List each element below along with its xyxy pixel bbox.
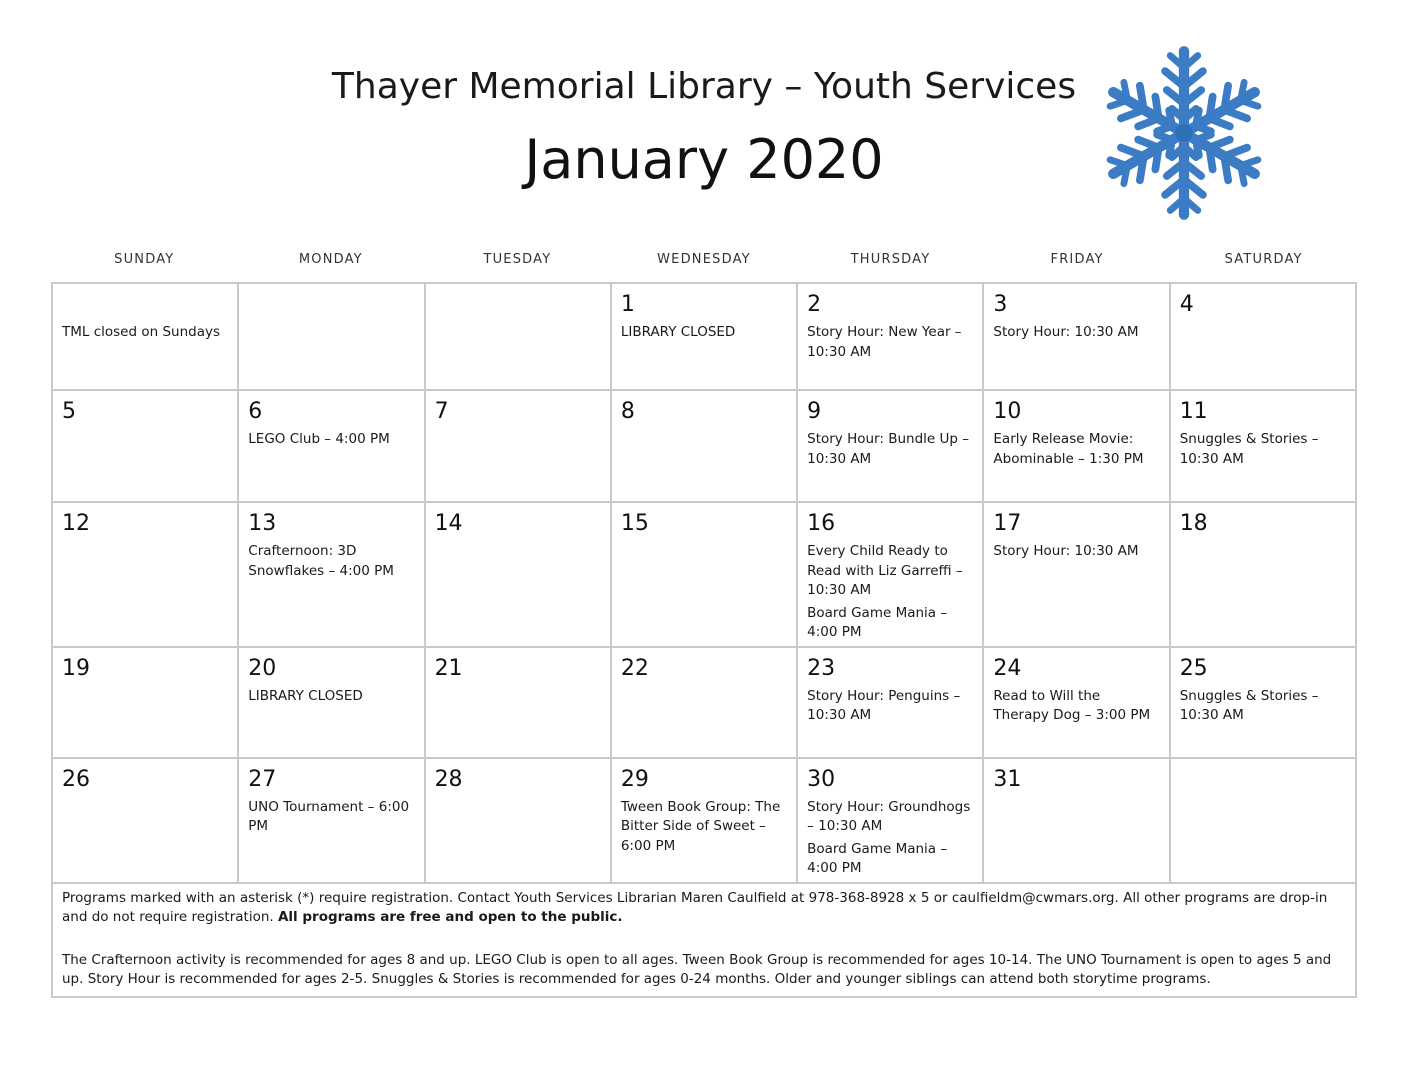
weekday-tuesday: TUESDAY [483, 252, 552, 267]
day-number [1171, 759, 1355, 798]
calendar-day-cell [238, 502, 424, 647]
event-entry: LIBRARY CLOSED [248, 687, 363, 704]
weekday-sunday: SUNDAY [114, 252, 175, 267]
weekday-friday: FRIDAY [1050, 252, 1104, 267]
event-entry: Board Game Mania – 4:00 PM [807, 840, 948, 876]
snowflake-icon [1098, 38, 1270, 228]
weekday-header-row [51, 252, 1357, 272]
event-entry: Story Hour: 10:30 AM [993, 324, 1139, 340]
calendar-week-row [52, 283, 1356, 390]
event-entry: Snuggles & Stories – 10:30 AM [1179, 431, 1319, 467]
calendar-day-cell [52, 390, 238, 502]
calendar-day-cell [1170, 283, 1356, 390]
month-title: January 2020 [524, 128, 884, 191]
calendar-day-cell [797, 758, 983, 883]
library-title: Thayer Memorial Library – Youth Services [331, 66, 1077, 107]
calendar-day-cell [425, 758, 611, 883]
event-entry: Story Hour: New Year – 10:30 AM [807, 324, 962, 360]
calendar-day-cell [611, 502, 797, 647]
calendar-day-cell [52, 758, 238, 883]
event-entry: TML closed on Sundays [62, 324, 220, 340]
calendar-day-cell [1170, 502, 1356, 647]
calendar-day-cell [797, 390, 983, 502]
event-entry: Read to Will the Therapy Dog – 3:00 PM [993, 687, 1151, 723]
day-number: 7 [434, 399, 449, 424]
day-number: 4 [1179, 292, 1194, 317]
calendar-day-cell [425, 283, 611, 390]
calendar-day-cell [983, 758, 1169, 883]
day-number: 29 [620, 766, 649, 792]
day-number: 11 [1179, 399, 1208, 424]
calendar-day-cell [425, 502, 611, 647]
day-number: 25 [1179, 655, 1208, 681]
day-number: 10 [993, 399, 1022, 424]
day-number: 9 [807, 399, 822, 424]
calendar-day-cell [611, 758, 797, 883]
calendar-week-row [52, 647, 1356, 758]
calendar-day-cell [238, 758, 424, 883]
day-number: 17 [993, 511, 1022, 536]
event-entry: LIBRARY CLOSED [620, 324, 736, 340]
calendar-day-cell [983, 390, 1169, 502]
calendar-grid [51, 282, 1357, 884]
event-entry: Early Release Movie: Abominable – 1:30 PM [993, 431, 1144, 467]
calendar-day-cell [797, 502, 983, 647]
weekday-wednesday: WEDNESDAY [657, 252, 751, 267]
calendar-day-cell [238, 390, 424, 502]
calendar-week-row [52, 502, 1356, 647]
day-number: 16 [807, 511, 836, 536]
calendar-day-cell [52, 283, 238, 390]
day-number: 24 [993, 655, 1022, 681]
day-number: 5 [62, 399, 76, 424]
calendar-day-cell [1170, 647, 1356, 758]
day-number: 6 [248, 399, 263, 424]
day-number: 26 [62, 766, 90, 792]
weekday-thursday: THURSDAY [850, 252, 931, 267]
day-number: 30 [807, 766, 836, 792]
calendar-day-cell [611, 647, 797, 758]
day-number: 19 [62, 655, 90, 681]
event-entry: LEGO Club – 4:00 PM [248, 431, 390, 447]
day-number: 8 [620, 399, 635, 424]
day-number: 18 [1179, 511, 1208, 536]
calendar-week-row [52, 758, 1356, 883]
day-number: 22 [620, 655, 649, 681]
day-number [426, 284, 610, 323]
event-entry: Story Hour: 10:30 AM [993, 543, 1139, 559]
calendar-day-cell [983, 502, 1169, 647]
day-number: 21 [434, 655, 463, 681]
notes-paragraph-ages: The Crafternoon activity is recommended for ages 8 and up. LEGO Club is open to all ages. Tween Book Group is recommended for ages 10-14. The UNO Tournament is open to ages 5 and up. Story Hour is recommended for ages 2-5. Snuggles & Stories is recommended for ages 0-24 months. Older and younger siblings can attend both storytime programs. [62, 952, 1332, 987]
event-entry: Crafternoon: 3D Snowflakes – 4:00 PM [248, 543, 394, 579]
calendar-day-cell [611, 390, 797, 502]
day-number: 14 [434, 511, 463, 536]
event-entry: Every Child Ready to Read with Liz Garreffi – 10:30 AM [807, 543, 963, 598]
day-number: 13 [248, 511, 277, 536]
calendar-day-cell [425, 390, 611, 502]
weekday-saturday: SATURDAY [1224, 252, 1303, 267]
day-number: 12 [62, 511, 90, 536]
event-entry: Tween Book Group: The Bitter Side of Sweet – 6:00 PM [620, 798, 781, 854]
calendar-day-cell [1170, 390, 1356, 502]
calendar-day-cell [797, 647, 983, 758]
calendar-notes [51, 883, 1357, 998]
day-number: 1 [620, 292, 635, 317]
weekday-monday: MONDAY [298, 252, 363, 267]
notes-registration-text: Programs marked with an asterisk (*) require registration. Contact Youth Services Librarian Maren Caulfield at 978-368-8928 x 5 or caulfieldm@cwmars.org. All other programs are drop-in and do not require registration. [62, 890, 1328, 925]
calendar-day-cell [238, 647, 424, 758]
calendar-week-row [52, 390, 1356, 502]
day-number: 15 [620, 511, 649, 536]
calendar-day-cell [1170, 758, 1356, 883]
day-number: 23 [807, 655, 836, 681]
event-entry: Story Hour: Groundhogs – 10:30 AM [807, 798, 971, 834]
calendar-day-cell [797, 283, 983, 390]
calendar-day-cell [238, 283, 424, 390]
day-number: 20 [248, 655, 277, 681]
event-entry: Story Hour: Penguins – 10:30 AM [807, 687, 961, 723]
event-entry: Story Hour: Bundle Up – 10:30 AM [807, 431, 969, 467]
day-number: 27 [248, 766, 277, 792]
event-entry: Snuggles & Stories – 10:30 AM [1179, 687, 1319, 723]
calendar-day-cell [52, 647, 238, 758]
day-number: 3 [993, 292, 1008, 317]
notes-paragraph-registration [62, 889, 1347, 927]
calendar-day-cell [983, 283, 1169, 390]
day-number [53, 284, 237, 323]
calendar-day-cell [425, 647, 611, 758]
day-number [239, 284, 423, 323]
event-entry: UNO Tournament – 6:00 PM [248, 798, 410, 834]
notes-free-programs: All programs are free and open to the public. [277, 909, 623, 925]
calendar-day-cell [983, 647, 1169, 758]
day-number: 28 [434, 766, 463, 792]
event-entry: Board Game Mania – 4:00 PM [807, 604, 948, 640]
calendar-day-cell [52, 502, 238, 647]
day-number: 31 [993, 766, 1022, 792]
calendar-day-cell [611, 283, 797, 390]
day-number: 2 [807, 292, 822, 317]
